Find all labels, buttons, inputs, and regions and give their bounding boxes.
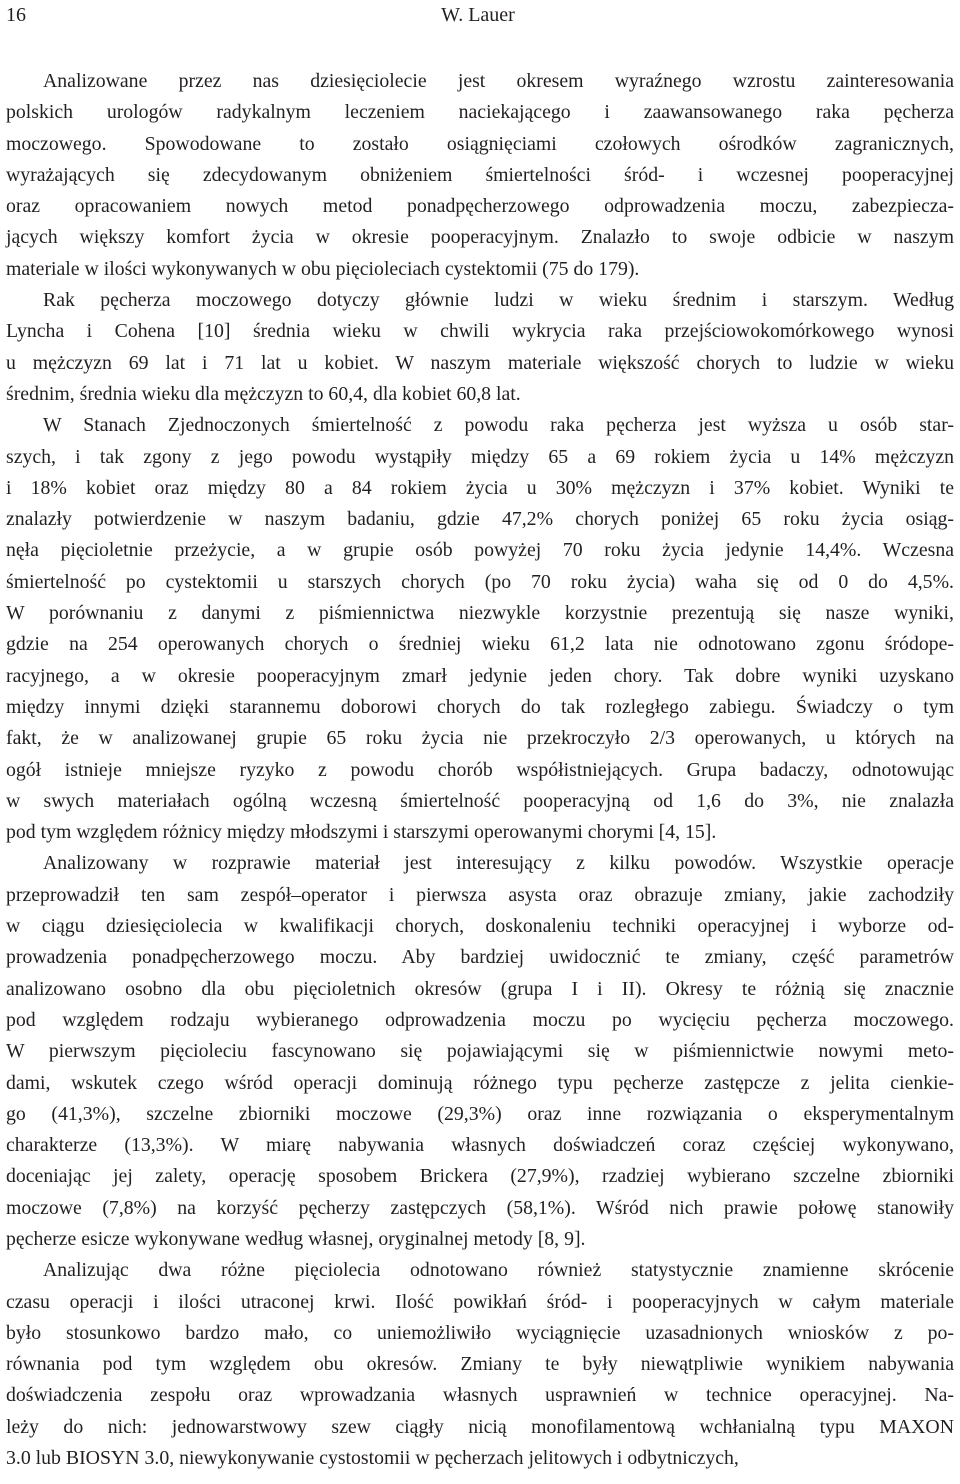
text-line: oraz opracowaniem nowych metod ponadpęcherzowego odprowadzenia moczu, zabezpiecza- [6, 195, 954, 218]
text-line: równania pod tym względem obu okresów. Zmiany te były niewątpliwie wynikiem nabywania [6, 1353, 954, 1376]
text-line: W Stanach Zjednoczonych śmiertelność z powodu raka pęcherza jest wyższa u osób star- [43, 414, 954, 437]
text-line: charakterze (13,3%). W miarę nabywania własnych doświadczeń coraz częściej wykonywano, [6, 1134, 954, 1157]
text-line: Analizowane przez nas dziesięciolecie jest okresem wyraźnego wzrostu zainteresowania [43, 70, 954, 92]
text-line: Analizowany w rozprawie materiał jest interesujący z kilku powodów. Wszystkie operacje [43, 852, 954, 875]
paragraph [6, 1255, 954, 1474]
body-text [6, 66, 954, 1474]
text-line: przeprowadził ten sam zespół–operator i pierwsza asysta oraz obrazuje zmiany, jakie zachodziły [6, 883, 954, 906]
text-line: nęła pięcioletnie przeżycie, a w grupie osób powyżej 70 roku życia jedynie 14,4%. Wczesna [6, 539, 954, 562]
running-head [6, 2, 950, 30]
text-line: racyjnego, a w okresie pooperacyjnym zmarł jedynie jeden chory. Tak dobre wyniki uzyskano [6, 664, 954, 687]
text-line: materiale w ilości wykonywanych w obu pięcioleciach cystektomii (75 do 179). [6, 257, 640, 280]
text-line: jących większy komfort życia w okresie pooperacyjnym. Znalazło to swoje odbicie w naszym [6, 226, 954, 249]
text-line: moczowe (7,8%) na korzyść pęcherzy zastępczych (58,1%). Wśród nich prawie połowę stanowiły [6, 1196, 954, 1219]
text-line: w swych materiałach ogólną wczesną śmiertelność pooperacyjną od 1,6 do 3%, nie znalazła [6, 789, 954, 812]
text-line: leży do nich: jednowarstwowy szew ciągły nicią monofilamentową wchłanialną typu MAXON [6, 1415, 954, 1438]
text-line: znalazły potwierdzenie w naszym badaniu, gdzie 47,2% chorych poniżej 65 roku życia osiąg- [6, 508, 954, 531]
text-line: analizowano osobno dla obu pięcioletnich okresów (grupa I i II). Okresy te różnią się znacznie [6, 977, 954, 1000]
text-line: doświadczenia zespołu oraz wprowadzania własnych usprawnień w technice operacyjnej. Na- [6, 1384, 954, 1407]
text-line: pod tym względem różnicy między młodszymi i starszymi operowanymi chorymi [4, 15]. [6, 821, 717, 844]
paragraph [6, 410, 954, 848]
text-line: szych, i tak zgony z jego powodu wystąpiły między 65 a 69 rokiem życia u 14% mężczyzn [6, 445, 954, 468]
text-line: śmiertelność po cystektomii u starszych chorych (po 70 roku życia) waha się od 0 do 4,5%. [6, 570, 954, 593]
text-line: u mężczyzn 69 lat i 71 lat u kobiet. W naszym materiale większość chorych to ludzie w wieku [6, 351, 954, 374]
text-line: w ciągu dziesięciolecia w kwalifikacji chorych, doskonaleniu techniki operacyjnej i wyborze od- [6, 915, 954, 938]
text-line: moczowego. Spowodowane to zostało osiągnięciami czołowych ośrodków zagranicznych, [6, 132, 954, 155]
text-line: było stosunkowo bardzo mało, co uniemożliwiło wyciągnięcie uzasadnionych wniosków z po- [6, 1321, 954, 1344]
text-line: Rak pęcherza moczowego dotyczy głównie ludzi w wieku średnim i starszym. Według [43, 289, 954, 312]
text-line: doceniając jej zalety, operację sposobem Brickera (27,9%), rzadziej wybierano szczelne zbiorniki [6, 1165, 954, 1188]
text-line: W porównaniu z danymi z piśmiennictwa niezwykle korzystnie prezentują się nasze wyniki, [6, 602, 954, 625]
page-number: 16 [6, 4, 26, 26]
text-line: czasu operacji i ilości utraconej krwi. Ilość powikłań śród- i pooperacyjnych w całym materiale [6, 1290, 954, 1313]
text-line: 3.0 lub BIOSYN 3.0, niewykonywanie cystostomii w pęcherzach jelitowych i odbytniczych, [6, 1447, 739, 1470]
text-line: średnim, średnia wieku dla mężczyzn to 60,4, dla kobiet 60,8 lat. [6, 382, 521, 405]
text-line: pęcherze esicze wykonywane według własnej, oryginalnej metody [8, 9]. [6, 1227, 586, 1250]
text-line: między innymi dzięki starannemu doborowi chorych do tak rozległego zabiegu. Świadczy o tym [6, 695, 954, 718]
text-line: go (41,3%), szczelne zbiorniki moczowe (29,3%) oraz inne rozwiązania o eksperymentalnym [6, 1102, 954, 1125]
text-line: dami, wskutek czego wśród operacji dominują różnego typu pęcherze zastępcze z jelita cienkie- [6, 1071, 954, 1094]
text-line: ogół istnieje mniejsze ryzyko z powodu chorób współistniejących. Grupa badaczy, odnotowując [6, 758, 954, 781]
running-title: W. Lauer [441, 4, 515, 26]
text-line: Analizując dwa różne pięciolecia odnotowano również statystycznie znamienne skrócenie [43, 1259, 954, 1282]
paragraph [6, 285, 954, 410]
text-line: i 18% kobiet oraz między 80 a 84 rokiem życia u 30% mężczyzn i 37% kobiet. Wyniki te [6, 476, 954, 499]
text-line: W pierwszym pięcioleciu fascynowano się pojawiającymi się w piśmiennictwie nowymi meto- [6, 1040, 954, 1063]
paragraph [6, 66, 954, 285]
text-line: pod względem rodzaju wybieranego odprowadzenia moczu po wycięciu pęcherza moczowego. [6, 1008, 954, 1031]
text-line: prowadzenia ponadpęcherzowego moczu. Aby bardziej uwidocznić te zmiany, część parametrów [6, 946, 954, 969]
text-line: polskich urologów radykalnym leczeniem naciekającego i zaawansowanego raka pęcherza [6, 101, 954, 124]
paragraph [6, 848, 954, 1255]
text-line: wyrażających się zdecydowanym obniżeniem śmiertelności śród- i wczesnej pooperacyjnej [6, 163, 954, 186]
text-line: gdzie na 254 operowanych chorych o średniej wieku 61,2 lata nie odnotowano zgonu śródope- [6, 633, 954, 656]
text-line: fakt, że w analizowanej grupie 65 roku życia nie przekroczyło 2/3 operowanych, u których na [6, 727, 954, 750]
text-line: Lyncha i Cohena [10] średnia wieku w chwili wykrycia raka przejściowokomórkowego wynosi [6, 320, 954, 343]
